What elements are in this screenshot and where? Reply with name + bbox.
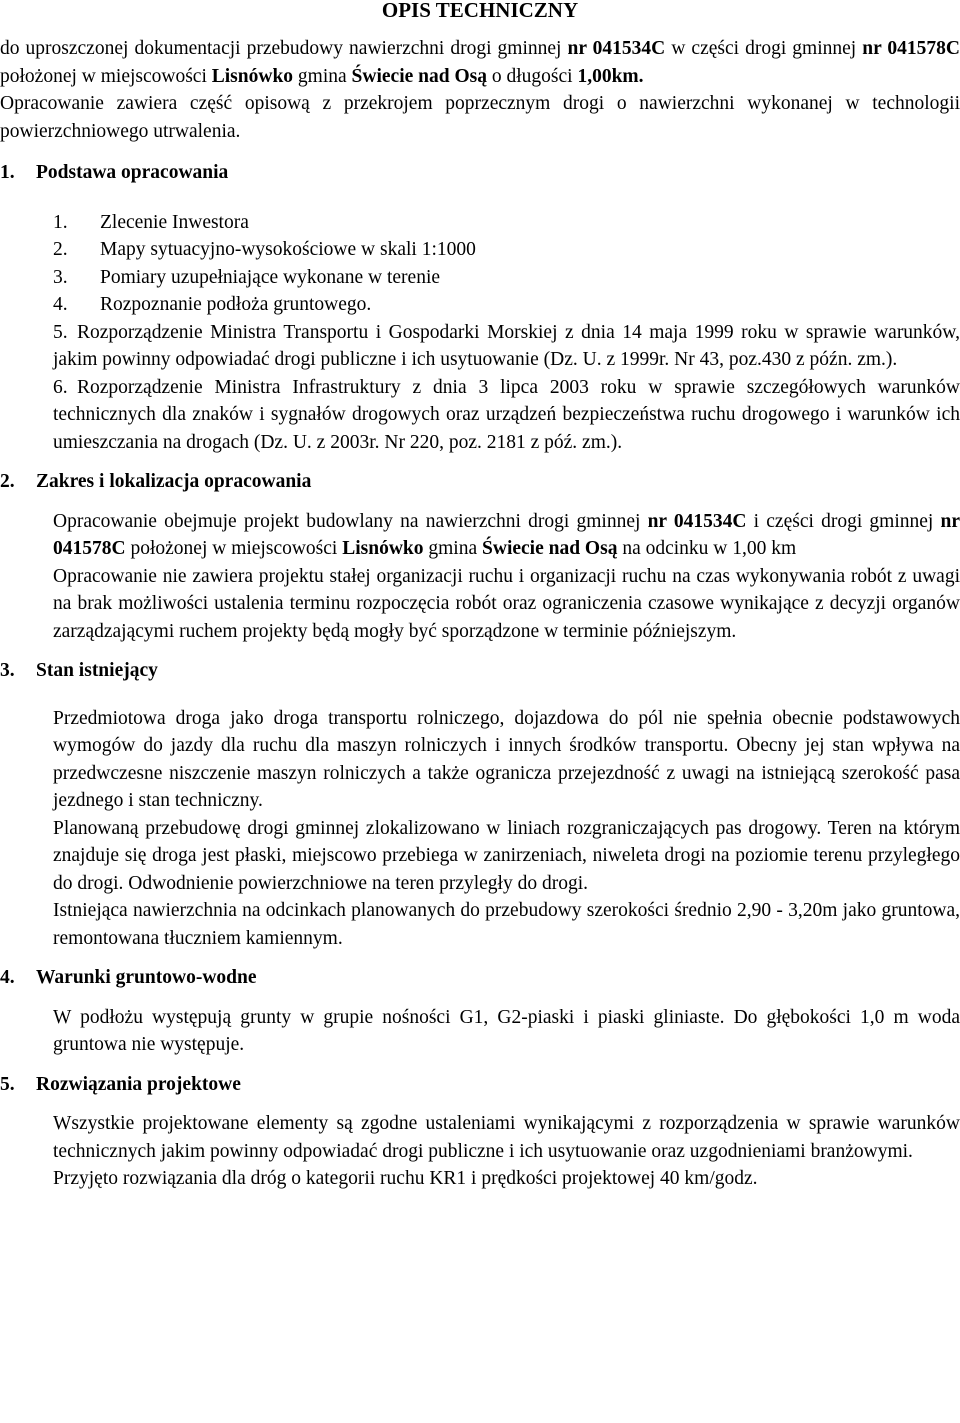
commune-name: Świecie nad Osą [351, 65, 487, 87]
scope-text: na odcinku w 1,00 km [617, 538, 797, 559]
road-number: nr 041534C [567, 38, 666, 59]
traffic-category-paragraph: Przyjęto rozwiązania dla dróg o kategorii ruchu KR1 i prędkości projektowej 40 km/godz. [53, 1168, 758, 1189]
section-title: Rozwiązania projektowe [36, 1073, 241, 1095]
scope-text: Opracowanie obejmuje projekt budowlany na nawierzchni drogi gminnej [53, 510, 648, 532]
list-number: 5. [53, 321, 68, 343]
existing-surface-paragraph: Istniejąca nawierzchnia na odcinkach planowanych do przebudowy szerokości średnio 2,90 - 3,20m jako gruntowa, remontowana tłuczniem kamiennym. [53, 900, 960, 949]
list-text: Rozpoznanie podłoża gruntowego. [100, 294, 372, 315]
road-number: nr 041578C [53, 510, 960, 559]
organization-paragraph: Opracowanie nie zawiera projektu stałej organizacji ruchu i organizacji ruchu na czas wykonywania robót z uwagi na brak możliwości ustalenia terminu rozpoczęcia robót oraz ograniczenia czasowe wynikające z decyzji organów zarządzającymi ruchem projekty będą mogły być sporządzone w terminie późniejszym. [53, 565, 960, 642]
section-number: 3. [0, 660, 15, 681]
list-text: Pomiary uzupełniające wykonane w terenie [100, 266, 441, 288]
scope-text: i części drogi gminnej [746, 510, 941, 532]
commune-name: Świecie nad Osą [482, 538, 618, 559]
list-number: 1. [53, 211, 68, 233]
village-name: Lisnówko [342, 538, 424, 559]
section-4-heading [0, 964, 960, 992]
list-number: 3. [53, 266, 68, 288]
section-title: Warunki gruntowo-wodne [36, 967, 257, 988]
section-number: 1. [0, 162, 15, 183]
list-item [0, 264, 960, 292]
list-item [0, 236, 960, 264]
section-1-heading [0, 159, 960, 187]
section-title: Podstawa opracowania [36, 162, 229, 183]
intro-text: położonej w miejscowości [0, 65, 212, 87]
scope-text: położonej w miejscowości [125, 538, 343, 559]
list-item [0, 374, 960, 457]
intro-text: w części drogi gminnej [665, 38, 863, 59]
list-text: Rozporządzenie Ministra Infrastruktury z dnia 3 lipca 2003 roku w sprawie szczegółowych warunków technicznych dla znaków i sygnałów drogowych oraz urządzeń bezpieczeństwa ruchu drogowego i warunków ich umieszczania na drogach (Dz. U. z 2003r. Nr 220, poz. 2181 z póź. zm.). [53, 376, 960, 453]
road-number: nr 041578C [862, 38, 960, 59]
soil-paragraph: W podłożu występują grunty w grupie nośności G1, G2-piaski i piaski gliniaste. Do głębokości 1,0 m woda gruntowa nie występuje. [53, 1006, 960, 1055]
section-number: 4. [0, 967, 15, 988]
list-item [0, 209, 960, 237]
village-name: Lisnówko [211, 65, 294, 87]
section-title: Stan istniejący [36, 660, 158, 681]
list-number: 4. [53, 294, 68, 315]
list-number: 6. [53, 376, 68, 398]
intro-scope-paragraph: Opracowanie zawiera część opisową z przekrojem poprzecznym drogi o nawierzchni wykonanej w technologii powierzchniowego utrwalenia. [0, 93, 960, 142]
condition-paragraph: Przedmiotowa droga jako droga transportu rolniczego, dojazdowa do pól nie spełnia obecnie podstawowych wymogów do jazdy dla ruchu dla maszyn rolniczych i innych środków transportu. Obecny jej stan wpływa na przedwczesne niszczenie maszyn rolniczych a także ogranicza przejezdność z uwagi na istniejącą szerokość pasa jezdnego i stan techniczny. [53, 707, 960, 811]
section-2-heading [0, 468, 960, 496]
intro-text: gmina [293, 65, 352, 87]
reference-list [0, 209, 960, 457]
list-text: Mapy sytuacyjno-wysokościowe w skali 1:1000 [100, 239, 476, 260]
list-item [0, 291, 960, 319]
scope-text: gmina [423, 538, 483, 559]
intro-paragraph [0, 35, 960, 90]
planned-rebuild-paragraph: Planowaną przebudowę drogi gminnej zlokalizowano w liniach rozgraniczających pas drogowy. Teren na którym znajduje się droga jest płaski, miejscowo przebiega w zanirzeniach, niweleta drogi na poziomie terenu przyległego do drogi. Odwodnienie powierzchniowe na teren przyległy do drogi. [53, 817, 960, 894]
list-text: Rozporządzenie Ministra Transportu i Gospodarki Morskiej z dnia 14 maja 1999 roku w sprawie warunków, jakim powinny odpowiadać drogi publiczne i ich usytuowanie (Dz. U. z 1999r. Nr 43, poz.430 z późn. zm.). [53, 321, 960, 370]
section-5-heading [0, 1071, 960, 1099]
road-length: 1,00km. [577, 65, 644, 87]
list-number: 2. [53, 239, 68, 260]
section-number: 2. [0, 471, 15, 492]
section-title: Zakres i lokalizacja opracowania [36, 471, 312, 492]
section-number: 5. [0, 1073, 15, 1095]
road-number: nr 041534C [647, 510, 747, 532]
list-item [0, 319, 960, 374]
scope-paragraph [0, 508, 960, 563]
intro-text: o długości [486, 65, 578, 87]
list-text: Zlecenie Inwestora [100, 211, 249, 233]
document-title: OPIS TECHNICZNY [381, 0, 579, 22]
design-paragraph: Wszystkie projektowane elementy są zgodne ustaleniami wynikającymi z rozporządzenia w sprawie warunków technicznych jakim powinny odpowiadać drogi publiczne i ich usytuowanie oraz uzgodnieniami branżowymi. [53, 1113, 960, 1162]
intro-text: do uproszczonej dokumentacji przebudowy nawierzchni drogi gminnej [0, 38, 568, 59]
section-3-heading [0, 657, 960, 685]
